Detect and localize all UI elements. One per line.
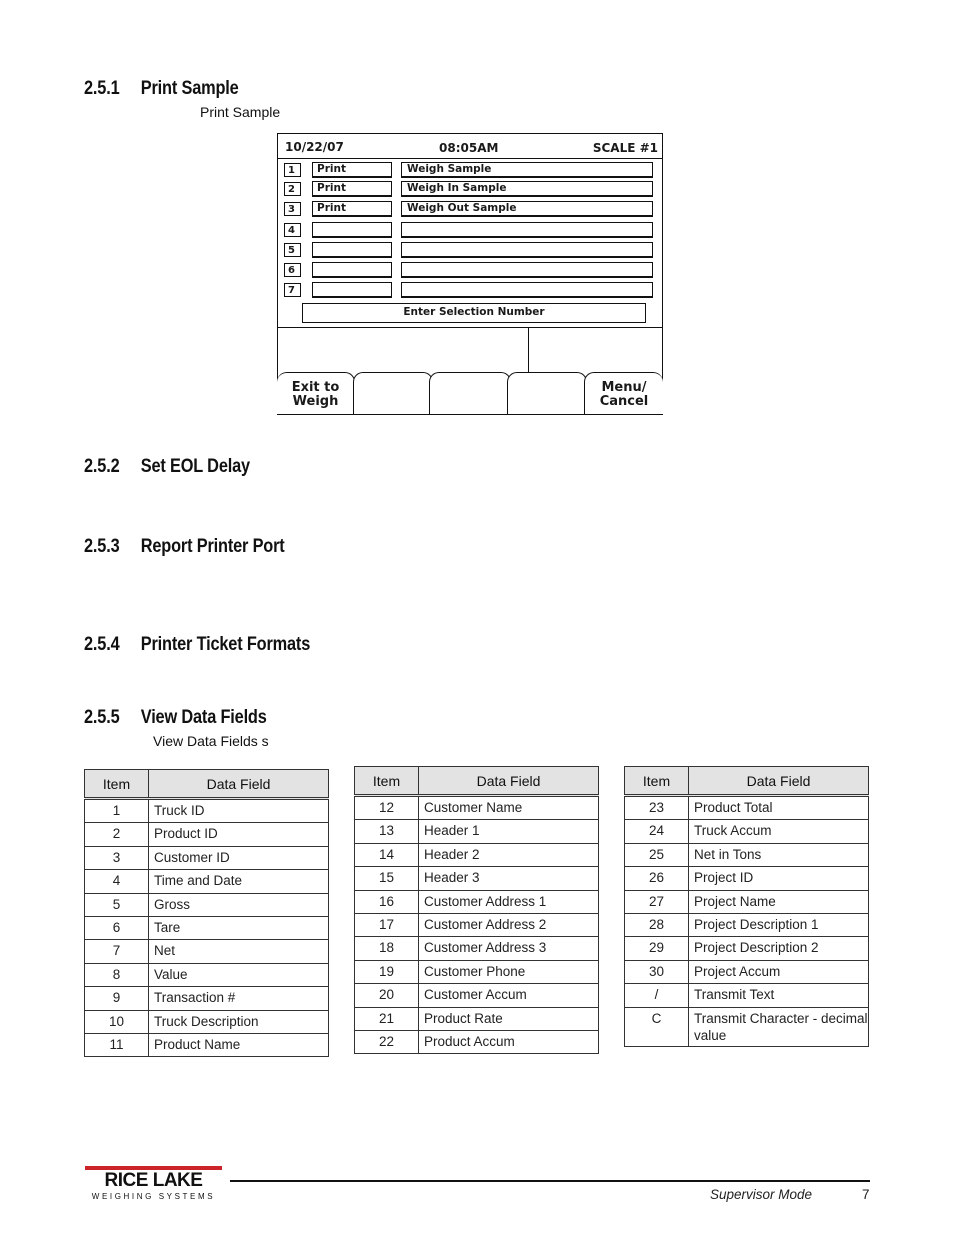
selection-number[interactable]: 1 — [284, 163, 301, 177]
data-fields-table-3 — [624, 766, 869, 1047]
table-row — [625, 820, 869, 843]
column-header-item: Item — [355, 767, 419, 796]
item-cell: 14 — [355, 843, 419, 866]
data-field-cell: Project ID — [689, 867, 869, 890]
data-field-cell: Gross — [149, 893, 329, 916]
data-field-cell: Project Name — [689, 890, 869, 913]
item-cell: 17 — [355, 913, 419, 936]
softkey-menu-cancel[interactable]: Menu/ Cancel — [584, 372, 663, 414]
table-row — [355, 984, 599, 1007]
data-field-cell: Product Total — [689, 796, 869, 820]
selection-description-field[interactable] — [401, 262, 653, 278]
softkey-blank-3[interactable] — [507, 372, 587, 414]
item-cell: 13 — [355, 820, 419, 843]
table-row — [625, 913, 869, 936]
item-cell: 27 — [625, 890, 689, 913]
table-row — [85, 823, 329, 846]
item-cell: / — [625, 984, 689, 1007]
table-row — [355, 820, 599, 843]
data-field-cell: Customer Phone — [419, 960, 599, 983]
data-field-cell: Header 2 — [419, 843, 599, 866]
item-cell: 12 — [355, 796, 419, 820]
selection-type-field[interactable]: Print — [312, 162, 392, 178]
data-field-cell: Truck Accum — [689, 820, 869, 843]
selection-description-field[interactable] — [401, 222, 653, 238]
item-cell: 3 — [85, 846, 149, 869]
table-row — [355, 867, 599, 890]
item-cell: 6 — [85, 916, 149, 939]
screen-scale-label: SCALE #1 — [592, 141, 658, 155]
figure-caption-print-sample: Print Sample — [200, 104, 281, 120]
table-row — [625, 843, 869, 866]
selection-number[interactable]: 6 — [284, 263, 301, 277]
table-row — [85, 940, 329, 963]
table-row — [355, 1007, 599, 1030]
data-field-cell: Customer Address 3 — [419, 937, 599, 960]
selection-description-field[interactable] — [401, 282, 653, 298]
selection-type-field[interactable]: Print — [312, 201, 392, 217]
selection-description-field[interactable] — [401, 242, 653, 258]
data-field-cell: Customer ID — [149, 846, 329, 869]
item-cell: 25 — [625, 843, 689, 866]
item-cell: 21 — [355, 1007, 419, 1030]
table-row — [625, 796, 869, 820]
selection-description-field[interactable]: Weigh In Sample — [401, 181, 653, 197]
table-row — [625, 890, 869, 913]
screen-status-bar — [278, 134, 662, 159]
section-heading-view-data-fields: 2.5.5 View Data Fields — [84, 707, 267, 728]
section-heading-printer-ticket-formats: 2.5.4 Printer Ticket Formats — [84, 634, 311, 655]
column-header-data-field: Data Field — [149, 770, 329, 799]
selection-description-field[interactable]: Weigh Sample — [401, 162, 653, 178]
column-header-item: Item — [85, 770, 149, 799]
selection-description-field[interactable]: Weigh Out Sample — [401, 201, 653, 217]
data-field-cell: Product Name — [149, 1033, 329, 1056]
screen-prompt: Enter Selection Number — [302, 303, 646, 323]
item-cell: 15 — [355, 867, 419, 890]
screen-divider-vertical — [528, 327, 529, 373]
item-cell: 7 — [85, 940, 149, 963]
column-header-data-field: Data Field — [689, 767, 869, 796]
item-cell: 5 — [85, 893, 149, 916]
item-cell: 29 — [625, 937, 689, 960]
item-cell: 24 — [625, 820, 689, 843]
data-field-cell: Net in Tons — [689, 843, 869, 866]
data-field-cell: Value — [149, 963, 329, 986]
data-field-cell: Customer Address 2 — [419, 913, 599, 936]
table-row — [85, 870, 329, 893]
item-cell: 16 — [355, 890, 419, 913]
item-cell: 18 — [355, 937, 419, 960]
table-row — [355, 960, 599, 983]
softkey-blank-2[interactable] — [429, 372, 511, 414]
table-row — [625, 984, 869, 1007]
data-field-cell: Product ID — [149, 823, 329, 846]
section-heading-print-sample: 2.5.1 Print Sample — [84, 78, 239, 99]
section-heading-report-printer-port: 2.5.3 Report Printer Port — [84, 536, 285, 557]
item-cell: 2 — [85, 823, 149, 846]
data-field-cell: Transmit Character - decimal value — [689, 1007, 869, 1046]
selection-number[interactable]: 4 — [284, 223, 301, 237]
column-header-item: Item — [625, 767, 689, 796]
data-field-cell: Project Description 2 — [689, 937, 869, 960]
item-cell: 30 — [625, 960, 689, 983]
table-row — [85, 893, 329, 916]
table-row — [85, 916, 329, 939]
item-cell: 19 — [355, 960, 419, 983]
table-row — [85, 799, 329, 823]
table-row — [355, 890, 599, 913]
item-cell: 20 — [355, 984, 419, 1007]
item-cell: 11 — [85, 1033, 149, 1056]
data-field-cell: Header 3 — [419, 867, 599, 890]
data-field-cell: Customer Accum — [419, 984, 599, 1007]
table-row — [625, 960, 869, 983]
selection-number[interactable]: 5 — [284, 243, 301, 257]
table-row — [85, 1010, 329, 1033]
table-row — [85, 1033, 329, 1056]
table-row — [355, 796, 599, 820]
selection-type-field[interactable] — [312, 282, 392, 298]
selection-number[interactable]: 2 — [284, 182, 301, 196]
item-cell: 22 — [355, 1030, 419, 1053]
softkey-blank-1[interactable] — [353, 372, 433, 414]
item-cell: 9 — [85, 987, 149, 1010]
table-row — [625, 937, 869, 960]
item-cell: 8 — [85, 963, 149, 986]
logo-tagline: WEIGHING SYSTEMS — [91, 1192, 216, 1201]
data-field-cell: Project Accum — [689, 960, 869, 983]
item-cell: 23 — [625, 796, 689, 820]
selection-type-field[interactable]: Print — [312, 181, 392, 197]
data-fields-table-2 — [354, 766, 599, 1054]
table-row — [625, 867, 869, 890]
selection-type-field[interactable] — [312, 242, 392, 258]
table-row — [85, 846, 329, 869]
data-field-cell: Header 1 — [419, 820, 599, 843]
selection-number[interactable]: 3 — [284, 202, 301, 216]
table-row — [355, 843, 599, 866]
print-sample-screen — [277, 133, 663, 415]
selection-type-field[interactable] — [312, 222, 392, 238]
footer-section-name: Supervisor Mode — [710, 1187, 813, 1202]
data-field-cell: Customer Address 1 — [419, 890, 599, 913]
selection-number[interactable]: 7 — [284, 283, 301, 297]
page-number: 7 — [862, 1187, 870, 1202]
figure-caption-view-data-fields: View Data Fields s — [153, 733, 269, 749]
item-cell: 26 — [625, 867, 689, 890]
data-field-cell: Project Description 1 — [689, 913, 869, 936]
screen-divider — [278, 327, 662, 328]
screen-date: 10/22/07 — [285, 140, 344, 154]
table-row — [355, 1030, 599, 1053]
data-field-cell: Product Rate — [419, 1007, 599, 1030]
data-field-cell: Transaction # — [149, 987, 329, 1010]
item-cell: 28 — [625, 913, 689, 936]
screen-time: 08:05AM — [439, 141, 499, 155]
data-field-cell: Product Accum — [419, 1030, 599, 1053]
data-fields-table-1 — [84, 769, 329, 1057]
data-field-cell: Truck ID — [149, 799, 329, 823]
table-row — [625, 1007, 869, 1046]
selection-type-field[interactable] — [312, 262, 392, 278]
section-heading-set-eol-delay: 2.5.2 Set EOL Delay — [84, 456, 250, 477]
data-field-cell: Truck Description — [149, 1010, 329, 1033]
table-row — [85, 963, 329, 986]
data-field-cell: Time and Date — [149, 870, 329, 893]
data-field-cell: Net — [149, 940, 329, 963]
item-cell: 10 — [85, 1010, 149, 1033]
table-row — [85, 987, 329, 1010]
column-header-data-field: Data Field — [419, 767, 599, 796]
logo-wordmark: RICE LAKE — [104, 1170, 203, 1191]
table-row — [355, 913, 599, 936]
footer-rule — [230, 1180, 870, 1182]
softkey-exit-to-weigh[interactable]: Exit to Weigh — [277, 372, 355, 414]
item-cell: 1 — [85, 799, 149, 823]
data-field-cell: Customer Name — [419, 796, 599, 820]
item-cell: C — [625, 1007, 689, 1046]
data-field-cell: Tare — [149, 916, 329, 939]
table-row — [355, 937, 599, 960]
data-field-cell: Transmit Text — [689, 984, 869, 1007]
item-cell: 4 — [85, 870, 149, 893]
